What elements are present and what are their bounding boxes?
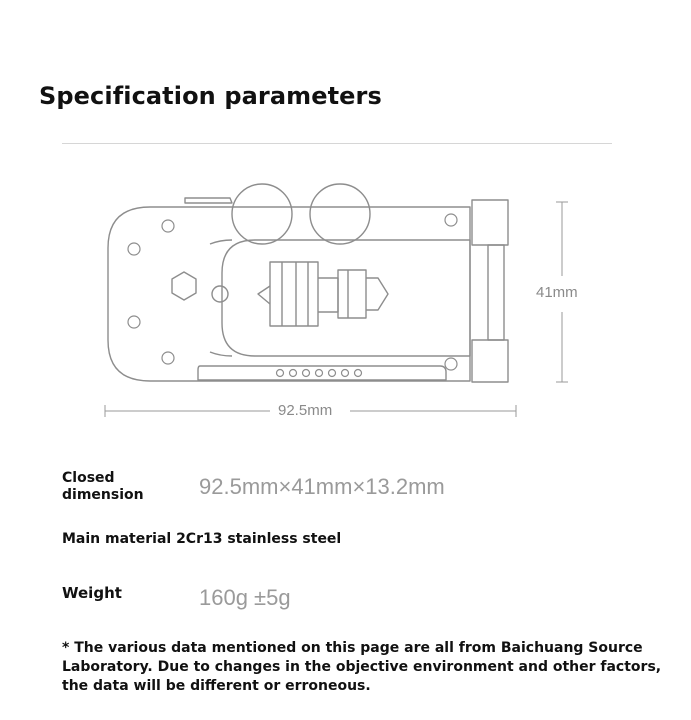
screw-top-left <box>162 220 174 232</box>
hinge-top <box>472 200 508 245</box>
footnote: * The various data mentioned on this page are all from Baichuang Source Laboratory. Due to changes in the objective environment and other factors, the data will be different or erroneous. <box>62 640 662 694</box>
hex-nut <box>172 272 196 300</box>
top-grip-strip <box>185 198 232 203</box>
strip-hole <box>329 370 336 377</box>
screw-top-right <box>445 214 457 226</box>
hinge-bottom <box>472 340 508 382</box>
strip-hole <box>355 370 362 377</box>
screw-upper-left <box>128 243 140 255</box>
weight-value: 160g ±5g <box>199 585 291 610</box>
screw-bottom-left <box>162 352 174 364</box>
width-dimension-label: 92.5mm <box>278 402 333 419</box>
strip-hole <box>277 370 284 377</box>
height-dimension-label: 41mm <box>536 284 578 301</box>
screw-bottom-right <box>445 358 457 370</box>
bit-holder <box>270 262 318 326</box>
strip-hole <box>316 370 323 377</box>
closed-dimension-value: 92.5mm×41mm×13.2mm <box>199 474 445 499</box>
closed-dimension-label: Closed dimension <box>62 470 144 503</box>
strip-hole <box>342 370 349 377</box>
strip-hole <box>303 370 310 377</box>
inner-cutout <box>222 240 470 356</box>
top-bump-left <box>232 184 292 244</box>
top-bump-right <box>310 184 370 244</box>
hinge-arm <box>488 245 504 340</box>
main-material-label: Main material 2Cr13 stainless steel <box>62 531 342 547</box>
strip-hole <box>290 370 297 377</box>
weight-label: Weight <box>62 584 122 602</box>
screw-lower-left <box>128 316 140 328</box>
page-title: Specification parameters <box>39 82 382 110</box>
